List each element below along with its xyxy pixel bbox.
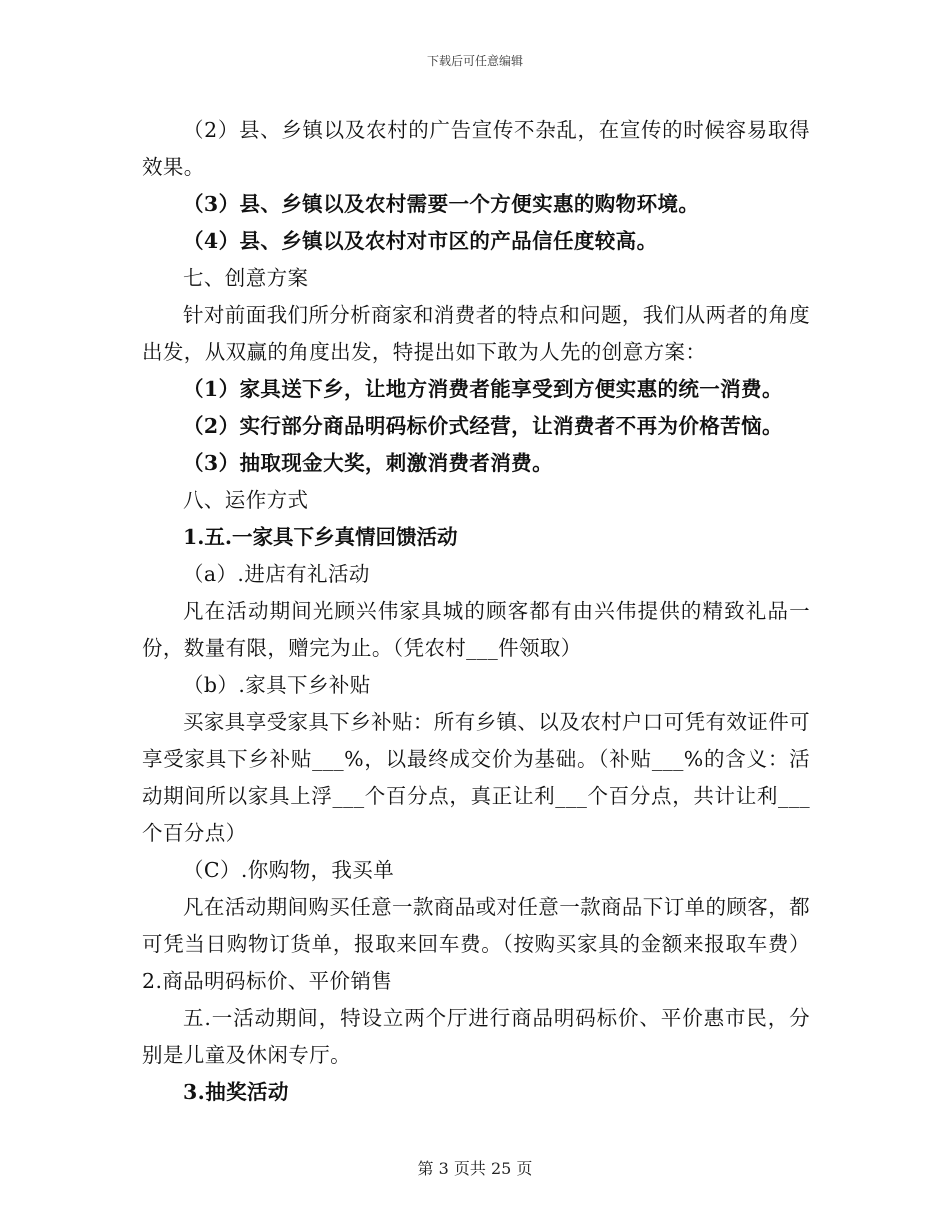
paragraph-fare-refund: 凡在活动期间购买任意一款商品或对任意一款商品下订单的顾客，都可凭当日购物订货单，报取来回车费。（按购买家具的金额来报取车费）2.商品明码标价、平价销售 [142, 895, 810, 993]
paragraph-county-ads: （2）县、乡镇以及农村的广告宣传不杂乱，在宣传的时候容易取得效果。 [142, 118, 810, 179]
subheading-event-1: 1.五.一家具下乡真情回馈活动 [183, 525, 458, 549]
paragraph-gift-details: 凡在活动期间光顾兴伟家具城的顾客都有由兴伟提供的精致礼品一份，数量有限，赠完为止。（凭农村___件领取） [142, 599, 810, 660]
page-footer: 第 3 页共 25 页 [417, 1159, 533, 1178]
paragraph-creative-intro: 针对前面我们所分析商家和消费者的特点和问题，我们从两者的角度出发，从双赢的角度出发，特提出如下敢为人先的创意方案： [142, 303, 810, 364]
section-heading-creative-plan: 七、创意方案 [183, 266, 309, 290]
paragraph-plan-3: （3）抽取现金大奖，刺激消费者消费。 [183, 451, 553, 475]
paragraph-subsidy-details: 买家具享受家具下乡补贴：所有乡镇、以及农村户口可凭有效证件可享受家具下乡补贴___%，以最终成交价为基础。（补贴___%的含义：活动期间所以家具上浮___个百分点，真正让利___个百分点，共计让利___个百分点） [142, 710, 810, 845]
paragraph-plan-2: （2）实行部分商品明码标价式经营，让消费者不再为价格苦恼。 [183, 414, 783, 438]
subheading-a-gift: （a）.进店有礼活动 [183, 562, 370, 586]
subheading-lottery: 3.抽奖活动 [183, 1080, 289, 1104]
section-heading-operation: 八、运作方式 [183, 488, 309, 512]
paragraph-price-halls: 五.一活动期间，特设立两个厅进行商品明码标价、平价惠市民，分别是儿童及休闲专厅。 [142, 1006, 810, 1067]
paragraph-plan-1: （1）家具送下乡，让地方消费者能享受到方便实惠的统一消费。 [183, 377, 783, 401]
page-header: 下载后可任意编辑 [426, 54, 523, 68]
document-body [142, 112, 810, 1111]
paragraph-trust: （4）县、乡镇以及农村对市区的产品信任度较高。 [183, 229, 658, 253]
subheading-c-we-pay: （C）.你购物，我买单 [183, 858, 395, 882]
paragraph-shopping-environment: （3）县、乡镇以及农村需要一个方便实惠的购物环境。 [183, 192, 700, 216]
subheading-b-subsidy: （b）.家具下乡补贴 [183, 673, 371, 697]
